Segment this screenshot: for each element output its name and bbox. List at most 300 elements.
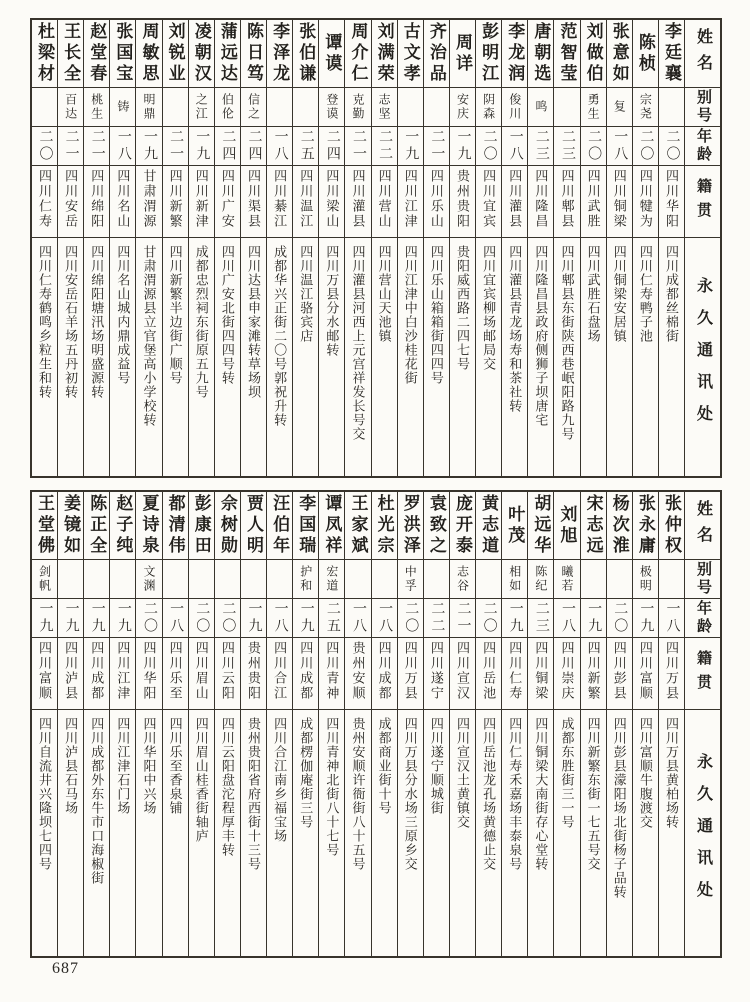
person-column	[658, 20, 684, 476]
person-name: 叶茂	[505, 504, 525, 547]
person-age: 一八	[272, 601, 288, 635]
person-name-cell	[345, 492, 370, 560]
person-native-place-cell	[633, 166, 658, 238]
person-name-cell	[581, 492, 606, 560]
person-address-cell	[345, 710, 370, 956]
person-age-cell	[32, 599, 57, 638]
person-address: 四川富顺牛腹渡交	[637, 717, 653, 829]
person-address: 成都忠烈祠东街原五九号	[193, 245, 209, 399]
person-age-cell	[424, 127, 449, 166]
person-name-cell	[215, 492, 240, 560]
person-age-cell	[293, 599, 318, 638]
person-native-place: 四川渠县	[245, 169, 261, 229]
person-name-cell	[319, 492, 344, 560]
person-address-cell	[136, 710, 161, 956]
person-address-cell	[607, 238, 632, 476]
header-age-cell	[685, 127, 720, 166]
person-name-cell	[319, 20, 344, 88]
person-address-cell	[450, 238, 475, 476]
person-column	[109, 492, 135, 956]
person-native-place-cell	[398, 638, 423, 710]
person-name-cell	[372, 492, 397, 560]
person-native-place: 四川仁寿	[36, 169, 52, 229]
person-alias-cell	[319, 560, 344, 599]
person-age: 二三	[559, 129, 575, 163]
person-address: 四川灌县青龙场寿和茶社转	[507, 245, 523, 413]
person-age: 一八	[377, 601, 393, 635]
person-address: 四川彭县濛阳场北街杨子品转	[611, 717, 627, 899]
person-age: 二〇	[612, 601, 628, 635]
person-native-place: 四川名山	[115, 169, 131, 229]
person-address: 四川华阳中兴场	[141, 717, 157, 815]
person-column	[397, 20, 423, 476]
person-column	[580, 492, 606, 956]
person-name: 张意如	[609, 22, 629, 85]
person-address: 四川江津中白沙桂花街	[402, 245, 418, 385]
person-native-place: 四川云阳	[219, 641, 235, 701]
registry-tables	[30, 18, 722, 958]
header-native-place-cell	[685, 166, 720, 238]
person-name: 张伯谦	[296, 22, 316, 85]
person-column	[475, 492, 501, 956]
header-age-label: 年龄	[695, 600, 711, 636]
person-alias-cell	[163, 88, 188, 127]
person-address: 四川乐山箱箱街四四号	[428, 245, 444, 385]
person-native-place: 四川郫县	[559, 169, 575, 229]
person-native-place-cell	[372, 638, 397, 710]
person-native-place-cell	[607, 638, 632, 710]
person-native-place-cell	[581, 166, 606, 238]
person-age-cell	[502, 127, 527, 166]
person-age: 二一	[63, 129, 79, 163]
person-address-cell	[32, 238, 57, 476]
person-native-place-cell	[136, 638, 161, 710]
person-age: 一九	[298, 601, 314, 635]
person-age: 一八	[168, 601, 184, 635]
person-name: 刘满荣	[374, 22, 394, 85]
person-age: 二一	[429, 129, 445, 163]
person-alias-cell	[607, 560, 632, 599]
person-alias-cell	[163, 560, 188, 599]
person-age: 二三	[533, 129, 549, 163]
person-address: 四川自流井兴隆坝七四号	[36, 717, 52, 871]
person-name-cell	[215, 20, 240, 88]
person-alias-cell	[215, 560, 240, 599]
person-name-cell	[372, 20, 397, 88]
person-native-place-cell	[189, 638, 214, 710]
person-name: 庞开泰	[452, 494, 472, 557]
person-name-cell	[32, 20, 57, 88]
person-alias-cell	[267, 560, 292, 599]
person-native-place-cell	[293, 638, 318, 710]
person-native-place: 四川广安	[219, 169, 235, 229]
header-name-label: 姓名	[694, 499, 712, 552]
person-address: 四川合江南乡福宝场	[272, 717, 288, 843]
person-native-place-cell	[163, 638, 188, 710]
page-number: 687	[52, 960, 79, 977]
person-name-cell	[163, 492, 188, 560]
header-alias-cell	[685, 560, 720, 599]
person-native-place-cell	[58, 166, 83, 238]
person-name: 都清伟	[165, 494, 185, 557]
person-age: 二二	[377, 129, 393, 163]
header-alias-label: 别号	[695, 561, 711, 597]
person-native-place: 四川万县	[663, 641, 679, 701]
person-name: 王长全	[61, 22, 81, 85]
person-column	[344, 492, 370, 956]
person-age-cell	[58, 127, 83, 166]
person-age-cell	[633, 127, 658, 166]
person-age: 二一	[455, 601, 471, 635]
person-native-place: 四川遂宁	[428, 641, 444, 701]
person-age-cell	[110, 127, 135, 166]
person-alias: 宏道	[324, 565, 339, 593]
person-address-cell	[293, 238, 318, 476]
person-name: 宋志远	[583, 494, 603, 557]
person-name: 黄志道	[479, 494, 499, 557]
person-column	[527, 492, 553, 956]
header-address-cell	[685, 710, 720, 956]
person-column	[214, 492, 240, 956]
person-address-cell	[398, 238, 423, 476]
person-native-place: 四川安岳	[63, 169, 79, 229]
person-name-cell	[32, 492, 57, 560]
person-native-place: 四川犍为	[637, 169, 653, 229]
person-address: 四川郫县东街陕西巷岷阳路九号	[559, 245, 575, 441]
person-alias-cell	[659, 88, 684, 127]
person-address-cell	[163, 710, 188, 956]
person-age: 二〇	[638, 129, 654, 163]
person-name: 张永庸	[635, 494, 655, 557]
person-age-cell	[607, 127, 632, 166]
person-alias-cell	[241, 88, 266, 127]
person-native-place: 四川成都	[376, 641, 392, 701]
person-age: 二〇	[481, 601, 497, 635]
person-column	[109, 20, 135, 476]
person-age: 二一	[350, 129, 366, 163]
person-age-cell	[163, 127, 188, 166]
person-address: 四川铜梁安居镇	[611, 245, 627, 343]
person-alias: 俊川	[507, 93, 522, 121]
person-column	[318, 492, 344, 956]
person-native-place: 四川万县	[402, 641, 418, 701]
person-age-cell	[476, 127, 501, 166]
person-native-place-cell	[476, 166, 501, 238]
person-address-cell	[241, 238, 266, 476]
person-address: 四川眉山桂香街轴庐	[193, 717, 209, 843]
person-address: 成都华兴正街二〇号郭祝升转	[272, 245, 288, 427]
person-alias-cell	[554, 88, 579, 127]
person-name: 凌朝汉	[191, 22, 211, 85]
person-address: 四川成都外东牛市口海椒街	[89, 717, 105, 885]
person-age: 一八	[350, 601, 366, 635]
person-native-place-cell	[345, 638, 370, 710]
person-age: 一九	[586, 601, 602, 635]
person-age-cell	[528, 127, 553, 166]
header-age-label: 年龄	[695, 128, 711, 164]
person-name-cell	[554, 492, 579, 560]
person-name-cell	[293, 20, 318, 88]
person-native-place-cell	[84, 166, 109, 238]
person-age: 一八	[559, 601, 575, 635]
person-name-cell	[136, 20, 161, 88]
person-address-cell	[58, 710, 83, 956]
person-age-cell	[189, 599, 214, 638]
person-age: 二二	[429, 601, 445, 635]
person-address-cell	[502, 238, 527, 476]
person-native-place-cell	[345, 166, 370, 238]
person-address: 贵州安顺许衙街八十五号	[350, 717, 366, 871]
person-native-place: 四川铜梁	[533, 641, 549, 701]
person-alias-cell	[424, 88, 449, 127]
person-address-cell	[633, 238, 658, 476]
header-native-place-label: 籍贯	[695, 649, 711, 698]
person-name-cell	[607, 20, 632, 88]
person-name: 夏诗泉	[139, 494, 159, 557]
person-native-place: 四川富顺	[637, 641, 653, 701]
person-name-cell	[476, 20, 501, 88]
person-address-cell	[189, 710, 214, 956]
person-address-cell	[502, 710, 527, 956]
person-native-place-cell	[528, 166, 553, 238]
person-name-cell	[58, 492, 83, 560]
header-address-cell	[685, 238, 720, 476]
person-native-place: 甘肃渭源	[141, 169, 157, 229]
person-column	[553, 20, 579, 476]
person-name: 李廷襄	[661, 22, 681, 85]
person-native-place: 四川梁山	[324, 169, 340, 229]
person-address: 四川万县黄柏场转	[663, 717, 679, 829]
person-address-cell	[345, 238, 370, 476]
person-native-place-cell	[110, 166, 135, 238]
person-column	[188, 492, 214, 956]
person-name: 彭康田	[191, 494, 211, 557]
person-address-cell	[633, 710, 658, 956]
person-address: 四川宣汉土黄镇交	[454, 717, 470, 829]
person-address-cell	[267, 710, 292, 956]
person-column	[83, 20, 109, 476]
person-name-cell	[267, 20, 292, 88]
header-name-label: 姓名	[694, 27, 712, 80]
person-alias: 之江	[194, 93, 209, 121]
person-native-place-cell	[450, 638, 475, 710]
person-address: 四川仁寿鹤鸣乡粒生和转	[36, 245, 52, 399]
person-native-place-cell	[84, 638, 109, 710]
person-address: 四川万县分水邮转	[324, 245, 340, 357]
person-native-place-cell	[450, 166, 475, 238]
person-age-cell	[372, 599, 397, 638]
person-native-place: 四川江津	[115, 641, 131, 701]
person-name: 刘做伯	[583, 22, 603, 85]
person-native-place: 四川绵阳	[89, 169, 105, 229]
person-native-place-cell	[554, 638, 579, 710]
person-age-cell	[581, 127, 606, 166]
person-age-cell	[450, 127, 475, 166]
person-alias: 剑帆	[37, 565, 52, 593]
person-alias-cell	[502, 560, 527, 599]
person-name: 李国瑞	[296, 494, 316, 557]
person-age-cell	[607, 599, 632, 638]
person-address: 甘肃渭源县立官堡高小学校转	[141, 245, 157, 427]
person-address: 四川青神北街八十七号	[324, 717, 340, 857]
person-address-cell	[241, 710, 266, 956]
person-name-cell	[110, 492, 135, 560]
person-address: 四川岳池龙孔场黄德止交	[481, 717, 497, 871]
person-address-cell	[581, 238, 606, 476]
person-age: 二〇	[141, 601, 157, 635]
header-address-label: 永久通讯处	[694, 277, 712, 437]
person-age-cell	[319, 127, 344, 166]
person-name-cell	[528, 20, 553, 88]
person-alias-cell	[659, 560, 684, 599]
person-name: 周敏思	[139, 22, 159, 85]
person-name-cell	[659, 492, 684, 560]
person-native-place-cell	[319, 166, 344, 238]
person-age: 二五	[298, 129, 314, 163]
person-address: 四川泸县石马场	[63, 717, 79, 815]
person-name: 范智莹	[557, 22, 577, 85]
person-age: 二三	[533, 601, 549, 635]
person-alias-cell	[633, 560, 658, 599]
person-native-place: 四川宣汉	[454, 641, 470, 701]
person-native-place: 四川新津	[193, 169, 209, 229]
person-native-place-cell	[215, 638, 240, 710]
person-age-cell	[241, 599, 266, 638]
person-name-cell	[293, 492, 318, 560]
person-address: 四川绵阳塘汛场明盛源转	[89, 245, 105, 399]
person-age: 二〇	[220, 601, 236, 635]
person-column	[162, 20, 188, 476]
person-name: 齐治品	[426, 22, 446, 85]
person-age-cell	[398, 127, 423, 166]
person-alias: 曦若	[559, 565, 574, 593]
person-name: 李泽龙	[270, 22, 290, 85]
person-native-place: 贵州安顺	[350, 641, 366, 701]
person-alias: 勇生	[586, 93, 601, 121]
person-name: 王堂佛	[34, 494, 54, 557]
person-native-place: 四川江津	[402, 169, 418, 229]
person-alias-cell	[372, 88, 397, 127]
person-address-cell	[215, 710, 240, 956]
person-address-cell	[319, 238, 344, 476]
person-age: 二〇	[586, 129, 602, 163]
person-alias-cell	[58, 88, 83, 127]
person-alias-cell	[136, 88, 161, 127]
person-native-place: 四川灌县	[350, 169, 366, 229]
person-native-place: 四川乐至	[167, 641, 183, 701]
person-address: 四川铜梁大南街存心堂转	[533, 717, 549, 871]
person-alias-cell	[215, 88, 240, 127]
person-name-cell	[424, 20, 449, 88]
person-column	[632, 20, 658, 476]
person-name-cell	[633, 492, 658, 560]
person-alias-cell	[293, 88, 318, 127]
person-address-cell	[136, 238, 161, 476]
person-native-place-cell	[372, 166, 397, 238]
person-age: 一八	[507, 129, 523, 163]
person-native-place-cell	[163, 166, 188, 238]
person-alias-cell	[32, 88, 57, 127]
person-address-cell	[58, 238, 83, 476]
person-address: 四川云阳盘沱程厚丰转	[219, 717, 235, 857]
person-alias: 鸣	[533, 100, 548, 114]
person-address-cell	[163, 238, 188, 476]
person-name-cell	[136, 492, 161, 560]
person-column	[501, 20, 527, 476]
person-name-cell	[398, 20, 423, 88]
person-name: 汪伯年	[270, 494, 290, 557]
person-age: 一九	[194, 129, 210, 163]
person-age-cell	[372, 127, 397, 166]
person-native-place-cell	[502, 166, 527, 238]
person-name: 杨次淮	[609, 494, 629, 557]
person-alias-cell	[189, 560, 214, 599]
person-age: 二〇	[37, 129, 53, 163]
person-age-cell	[267, 127, 292, 166]
person-address: 四川遂宁顺城街	[428, 717, 444, 815]
person-age: 二五	[324, 601, 340, 635]
person-native-place: 四川营山	[376, 169, 392, 229]
person-name: 陈正全	[87, 494, 107, 557]
person-native-place: 四川新繁	[585, 641, 601, 701]
person-native-place-cell	[215, 166, 240, 238]
person-age: 一九	[89, 601, 105, 635]
person-age-cell	[398, 599, 423, 638]
person-alias-cell	[84, 88, 109, 127]
person-name-cell	[267, 492, 292, 560]
person-alias: 桃生	[89, 93, 104, 121]
person-name: 刘锐业	[165, 22, 185, 85]
person-column	[553, 492, 579, 956]
person-alias-cell	[502, 88, 527, 127]
person-age: 二〇	[481, 129, 497, 163]
person-column	[162, 492, 188, 956]
person-native-place-cell	[659, 166, 684, 238]
person-name-cell	[528, 492, 553, 560]
person-name: 谭谟	[322, 32, 342, 75]
person-address: 成都东胜街三一号	[559, 717, 575, 829]
person-name: 赵子纯	[113, 494, 133, 557]
person-native-place-cell	[476, 638, 501, 710]
person-alias: 安庆	[455, 93, 470, 121]
person-address: 四川宜宾柳场邮局交	[481, 245, 497, 371]
person-alias-cell	[84, 560, 109, 599]
person-address-cell	[398, 710, 423, 956]
person-name-cell	[398, 492, 423, 560]
person-address-cell	[215, 238, 240, 476]
person-address-cell	[293, 710, 318, 956]
person-alias-cell	[319, 88, 344, 127]
header-name-cell	[685, 492, 720, 560]
person-address-cell	[476, 710, 501, 956]
person-native-place-cell	[528, 638, 553, 710]
person-native-place-cell	[136, 166, 161, 238]
person-alias: 铸	[115, 100, 130, 114]
person-alias-cell	[450, 560, 475, 599]
person-column	[423, 492, 449, 956]
person-native-place: 四川富顺	[36, 641, 52, 701]
person-address: 四川新繁半边街广顺号	[167, 245, 183, 385]
person-name: 贾人明	[243, 494, 263, 557]
person-address: 成都楞伽庵街三号	[298, 717, 314, 829]
header-name-cell	[685, 20, 720, 88]
person-age-cell	[659, 127, 684, 166]
person-name-cell	[554, 20, 579, 88]
person-native-place: 四川灌县	[507, 169, 523, 229]
person-column	[371, 20, 397, 476]
person-native-place: 四川彭县	[611, 641, 627, 701]
person-native-place-cell	[633, 638, 658, 710]
